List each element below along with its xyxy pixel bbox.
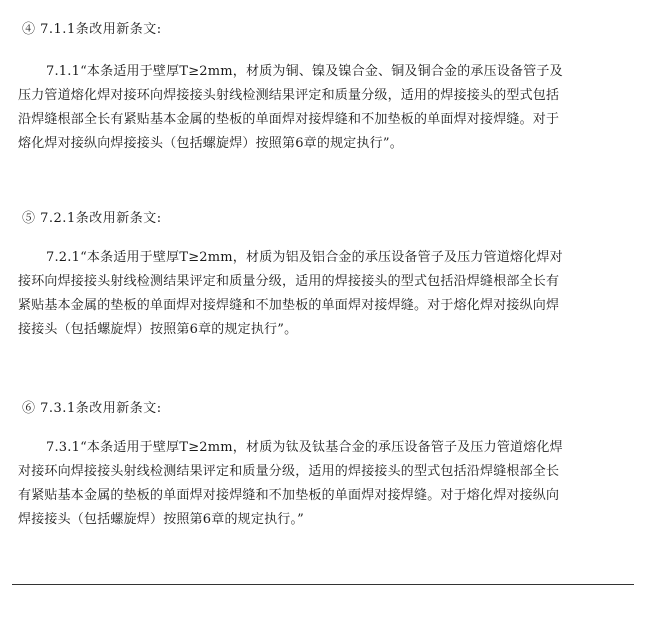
- section-heading-7-1-1: ④ 7.1.1条改用新条文:: [22, 22, 162, 37]
- section-heading-7-2-1: ⑤ 7.2.1条改用新条文:: [22, 211, 162, 226]
- paragraph-line: 对接环向焊接接头射线检测结果评定和质量分级，适用的焊接接头的型式包括沿焊缝根部全长: [18, 464, 560, 479]
- bottom-divider: [12, 584, 634, 585]
- paragraph-line: 沿焊缝根部全长有紧贴基本金属的垫板的单面焊对接焊缝和不加垫板的单面焊对接焊缝。对于: [18, 112, 560, 127]
- section-body-7-2-1: [18, 246, 630, 342]
- paragraph-line: 有紧贴基本金属的垫板的单面焊对接焊缝和不加垫板的单面焊对接焊缝。对于熔化焊对接纵向: [18, 488, 560, 503]
- paragraph-line: 熔化焊对接纵向焊接接头（包括螺旋焊）按照第6章的规定执行”。: [18, 136, 403, 151]
- paragraph-line: 7.1.1“本条适用于壁厚T≥2mm，材质为铜、镍及镍合金、铜及铜合金的承压设备管子及: [46, 64, 563, 79]
- paragraph-line: 压力管道熔化焊对接环向焊接接头射线检测结果评定和质量分级，适用的焊接接头的型式包括: [18, 88, 560, 103]
- section-body-7-1-1: [18, 60, 630, 156]
- paragraph-line: 焊接接头（包括螺旋焊）按照第6章的规定执行。”: [18, 512, 305, 527]
- paragraph-line: 接环向焊接接头射线检测结果评定和质量分级，适用的焊接接头的型式包括沿焊缝根部全长有: [18, 274, 560, 289]
- paragraph-line: 紧贴基本金属的垫板的单面焊对接焊缝和不加垫板的单面焊对接焊缝。对于熔化焊对接纵向焊: [18, 298, 560, 313]
- paragraph-line: 7.2.1“本条适用于壁厚T≥2mm，材质为铝及铝合金的承压设备管子及压力管道熔化焊对: [46, 250, 563, 265]
- section-body-7-3-1: [18, 436, 630, 532]
- section-heading-7-3-1: ⑥ 7.3.1条改用新条文:: [22, 401, 162, 416]
- paragraph-line: 接接头（包括螺旋焊）按照第6章的规定执行”。: [18, 322, 298, 337]
- paragraph-line: 7.3.1“本条适用于壁厚T≥2mm，材质为钛及钛基合金的承压设备管子及压力管道熔化焊: [46, 440, 563, 455]
